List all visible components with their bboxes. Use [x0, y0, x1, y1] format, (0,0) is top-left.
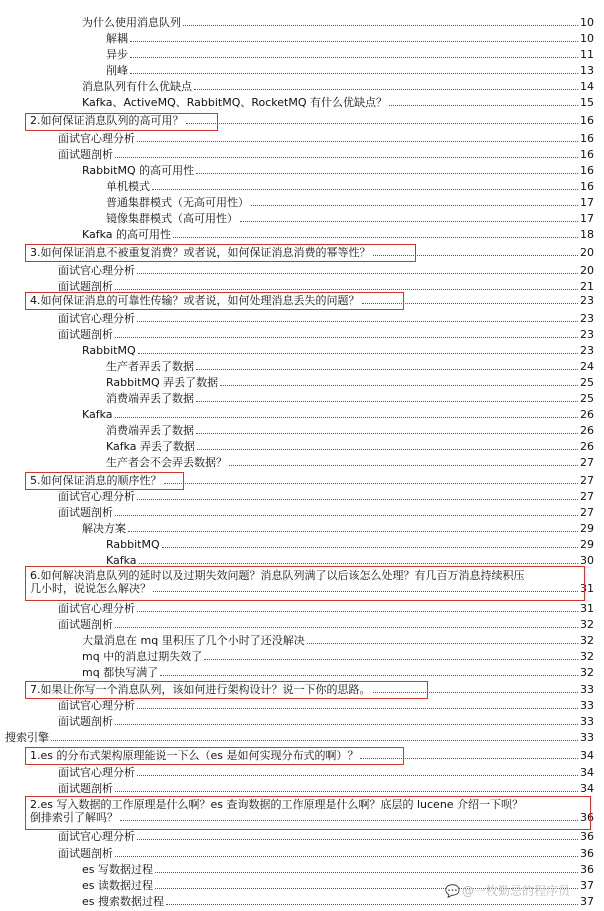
toc-entry[interactable]: [106, 538, 594, 551]
toc-entry-title: Kafka: [106, 554, 137, 567]
toc-entry[interactable]: [106, 360, 594, 373]
toc-entry[interactable]: [58, 847, 594, 860]
toc-entry-title: 5.如何保证消息的顺序性？: [30, 474, 162, 487]
toc-entry-page: 16: [580, 114, 594, 127]
toc-entry-page: 24: [580, 360, 594, 373]
toc-entry[interactable]: [106, 440, 594, 453]
toc-entry-title: 面试题剖析: [58, 618, 113, 631]
toc-entry-title: 解耦: [106, 32, 128, 45]
toc-entry[interactable]: [82, 96, 594, 109]
toc-entry-page: 31: [580, 602, 594, 615]
toc-entry-title: 面试官心理分析: [58, 830, 135, 843]
toc-entry-page: 16: [580, 164, 594, 177]
toc-entry[interactable]: [82, 80, 594, 93]
toc-entry[interactable]: [58, 699, 594, 712]
toc-entry-title: RabbitMQ: [82, 344, 136, 357]
toc-entry-title-cont: 几小时，说说怎么解决？: [30, 582, 151, 595]
watermark-text: @一枚勤忌的程序员: [461, 884, 570, 898]
toc-entry-page: 23: [580, 344, 594, 357]
toc-entry-title: es 写数据过程: [82, 863, 153, 876]
toc-entry[interactable]: [58, 618, 594, 631]
toc-entry-page: 30: [580, 554, 594, 567]
toc-entry[interactable]: [106, 424, 594, 437]
toc-entry-page: 31: [580, 582, 594, 595]
toc-entry[interactable]: [82, 666, 594, 679]
toc-entry-title: RabbitMQ 弄丢了数据: [106, 376, 219, 389]
toc-entry[interactable]: [82, 228, 594, 241]
toc-entry-page: 33: [580, 715, 594, 728]
toc-entry-title: 面试题剖析: [58, 782, 113, 795]
toc-entry[interactable]: [82, 164, 594, 177]
toc-entry[interactable]: [106, 376, 594, 389]
toc-entry-page: 16: [580, 180, 594, 193]
watermark: [445, 882, 570, 899]
toc-entry-title: 7.如果让你写一个消息队列，该如何进行架构设计？说一下你的思路。: [30, 683, 371, 696]
toc-entry-title: es 读数据过程: [82, 879, 153, 892]
toc-entry[interactable]: [106, 32, 594, 45]
toc-entry-title: 面试官心理分析: [58, 264, 135, 277]
toc-entry[interactable]: [82, 408, 594, 421]
toc-entry-title: 面试题剖析: [58, 847, 113, 860]
toc-entry[interactable]: [5, 731, 594, 744]
toc-entry[interactable]: [58, 312, 594, 325]
toc-entry-title: 生产者会不会弄丢数据？: [106, 456, 227, 469]
toc-entry-title: 生产者弄丢了数据: [106, 360, 194, 373]
toc-entry-title: RabbitMQ 的高可用性: [82, 164, 195, 177]
toc-entry-page: 17: [580, 212, 594, 225]
toc-entry-page: 27: [580, 506, 594, 519]
toc-entry-page: 27: [580, 490, 594, 503]
toc-entry-page: 27: [580, 456, 594, 469]
toc-entry-title: 异步: [106, 48, 128, 61]
toc-entry-page: 32: [580, 666, 594, 679]
toc-entry-page: 32: [580, 650, 594, 663]
toc-entry-page: 36: [580, 863, 594, 876]
toc-entry-page: 20: [580, 246, 594, 259]
highlight-box: [25, 747, 404, 765]
toc-entry[interactable]: [58, 830, 594, 843]
toc-entry-page: 14: [580, 80, 594, 93]
toc-entry-page: 29: [580, 538, 594, 551]
toc-entry-title: 面试题剖析: [58, 148, 113, 161]
toc-entry-page: 11: [580, 48, 594, 61]
toc-entry-page: 29: [580, 522, 594, 535]
toc-entry-page: 26: [580, 408, 594, 421]
toc-entry-title: mq 都快写满了: [82, 666, 159, 679]
toc-entry-page: 27: [580, 474, 594, 487]
toc-entry-title: 消费端弄丢了数据: [106, 392, 194, 405]
toc-entry-title: es 搜索数据过程: [82, 895, 164, 908]
toc-entry[interactable]: [82, 634, 594, 647]
toc-entry-page: 37: [580, 879, 594, 892]
toc-entry[interactable]: [106, 48, 594, 61]
toc-entry-page: 25: [580, 392, 594, 405]
highlight-box: [25, 472, 184, 490]
toc-entry-page: 32: [580, 634, 594, 647]
toc-entry-page: 18: [580, 228, 594, 241]
toc-entry[interactable]: [58, 264, 594, 277]
toc-entry-page: 23: [580, 328, 594, 341]
highlight-box: [25, 113, 218, 131]
highlight-box: [25, 681, 428, 699]
toc-entry[interactable]: [82, 863, 594, 876]
highlight-box: [25, 566, 585, 601]
toc-entry-page: 10: [580, 32, 594, 45]
toc-entry[interactable]: [82, 650, 594, 663]
toc-entry-page: 36: [580, 811, 594, 824]
toc-entry[interactable]: [58, 148, 594, 161]
toc-entry-page: 15: [580, 96, 594, 109]
toc-entry-title: 面试题剖析: [58, 328, 113, 341]
toc-entry-page: 20: [580, 264, 594, 277]
toc-entry-title: Kafka、ActiveMQ、RabbitMQ、RocketMQ 有什么优缺点？: [82, 96, 387, 109]
toc-entry[interactable]: [106, 212, 594, 225]
highlight-box: [25, 796, 591, 830]
toc-entry-page: 23: [580, 312, 594, 325]
toc-entry-page: 16: [580, 132, 594, 145]
toc-entry[interactable]: [82, 344, 594, 357]
toc-entry-title: 镜像集群模式（高可用性）: [106, 212, 238, 225]
toc-entry[interactable]: [58, 132, 594, 145]
toc-entry-title: 面试题剖析: [58, 506, 113, 519]
toc-entry[interactable]: [58, 782, 594, 795]
toc-entry-page: 26: [580, 424, 594, 437]
toc-entry[interactable]: [106, 392, 594, 405]
toc-entry[interactable]: [58, 328, 594, 341]
toc-entry-title: 大量消息在 mq 里积压了几个小时了还没解决: [82, 634, 305, 647]
toc-entry-title: 削峰: [106, 64, 128, 77]
toc-entry[interactable]: [58, 506, 594, 519]
toc-entry-title: 6.如何解决消息队列的延时以及过期失效问题？消息队列满了以后该怎么处理？有几百万消息持续积压: [30, 569, 525, 582]
toc-entry[interactable]: [58, 766, 594, 779]
toc-entry-page: 33: [580, 683, 594, 696]
toc-entry-page: 37: [580, 895, 594, 908]
toc-entry-title: 3.如何保证消息不被重复消费？或者说，如何保证消息消费的幂等性？: [30, 246, 371, 259]
toc-entry-page: 25: [580, 376, 594, 389]
toc-entry-title: Kafka 弄丢了数据: [106, 440, 196, 453]
toc-entry[interactable]: [58, 602, 594, 615]
highlight-box: [25, 244, 416, 262]
toc-entry-title: 消费端弄丢了数据: [106, 424, 194, 437]
toc-entry-title: 面试官心理分析: [58, 766, 135, 779]
toc-entry-page: 21: [580, 280, 594, 293]
toc-entry-page: 34: [580, 749, 594, 762]
toc-entry-title: 面试题剖析: [58, 280, 113, 293]
toc-entry-page: 36: [580, 830, 594, 843]
toc-entry-title: 普通集群模式（无高可用性）: [106, 196, 249, 209]
toc-entry[interactable]: [106, 64, 594, 77]
chat-bubble-icon: 💬: [445, 884, 460, 898]
toc-entry-title: 解决方案: [82, 522, 126, 535]
toc-entry-page: 13: [580, 64, 594, 77]
toc-entry-title: 2.es 写入数据的工作原理是什么啊？es 查询数据的工作原理是什么啊？底层的 lucene 介绍一下呗？: [30, 798, 524, 811]
toc-entry-title: 面试官心理分析: [58, 699, 135, 712]
toc-entry-page: 34: [580, 782, 594, 795]
toc-entry-title: 为什么使用消息队列: [82, 16, 181, 29]
toc-entry[interactable]: [106, 456, 594, 469]
toc-entry-title: 面试官心理分析: [58, 602, 135, 615]
toc-entry-title: 2.如何保证消息队列的高可用？: [30, 114, 184, 127]
toc-entry-title: 消息队列有什么优缺点: [82, 80, 192, 93]
toc-entry-page: 33: [580, 731, 594, 744]
toc-entry-title: 面试官心理分析: [58, 132, 135, 145]
toc-entry-title: 面试官心理分析: [58, 490, 135, 503]
toc-entry-title: 面试题剖析: [58, 715, 113, 728]
toc-entry-page: 10: [580, 16, 594, 29]
toc-entry-title: 搜索引擎: [5, 731, 49, 744]
toc-entry-title-cont: 倒排索引了解吗？: [30, 811, 118, 824]
toc-entry-title: 4.如何保证消息的可靠性传输？或者说，如何处理消息丢失的问题？: [30, 294, 360, 307]
toc-entry-title: Kafka 的高可用性: [82, 228, 172, 241]
toc-entry-title: mq 中的消息过期失效了: [82, 650, 203, 663]
toc-entry-page: 34: [580, 766, 594, 779]
toc-entry-title: 单机模式: [106, 180, 150, 193]
toc-entry-page: 36: [580, 847, 594, 860]
toc-entry[interactable]: [106, 196, 594, 209]
toc-entry-page: 17: [580, 196, 594, 209]
toc-entry-page: 32: [580, 618, 594, 631]
toc-entry[interactable]: [82, 16, 594, 29]
toc-entry-title: 1.es 的分布式架构原理能说一下么（es 是如何实现分布式的啊）？: [30, 749, 359, 762]
highlight-box: [25, 292, 404, 310]
toc-entry-page: 23: [580, 294, 594, 307]
toc-entry[interactable]: [106, 180, 594, 193]
toc-entry-title: Kafka: [82, 408, 113, 421]
toc-entry-page: 26: [580, 440, 594, 453]
toc-entry-page: 16: [580, 148, 594, 161]
toc-entry[interactable]: [82, 522, 594, 535]
toc-entry-title: 面试官心理分析: [58, 312, 135, 325]
toc-entry-title: RabbitMQ: [106, 538, 160, 551]
toc-entry-page: 33: [580, 699, 594, 712]
toc-entry[interactable]: [58, 490, 594, 503]
toc-entry[interactable]: [58, 715, 594, 728]
